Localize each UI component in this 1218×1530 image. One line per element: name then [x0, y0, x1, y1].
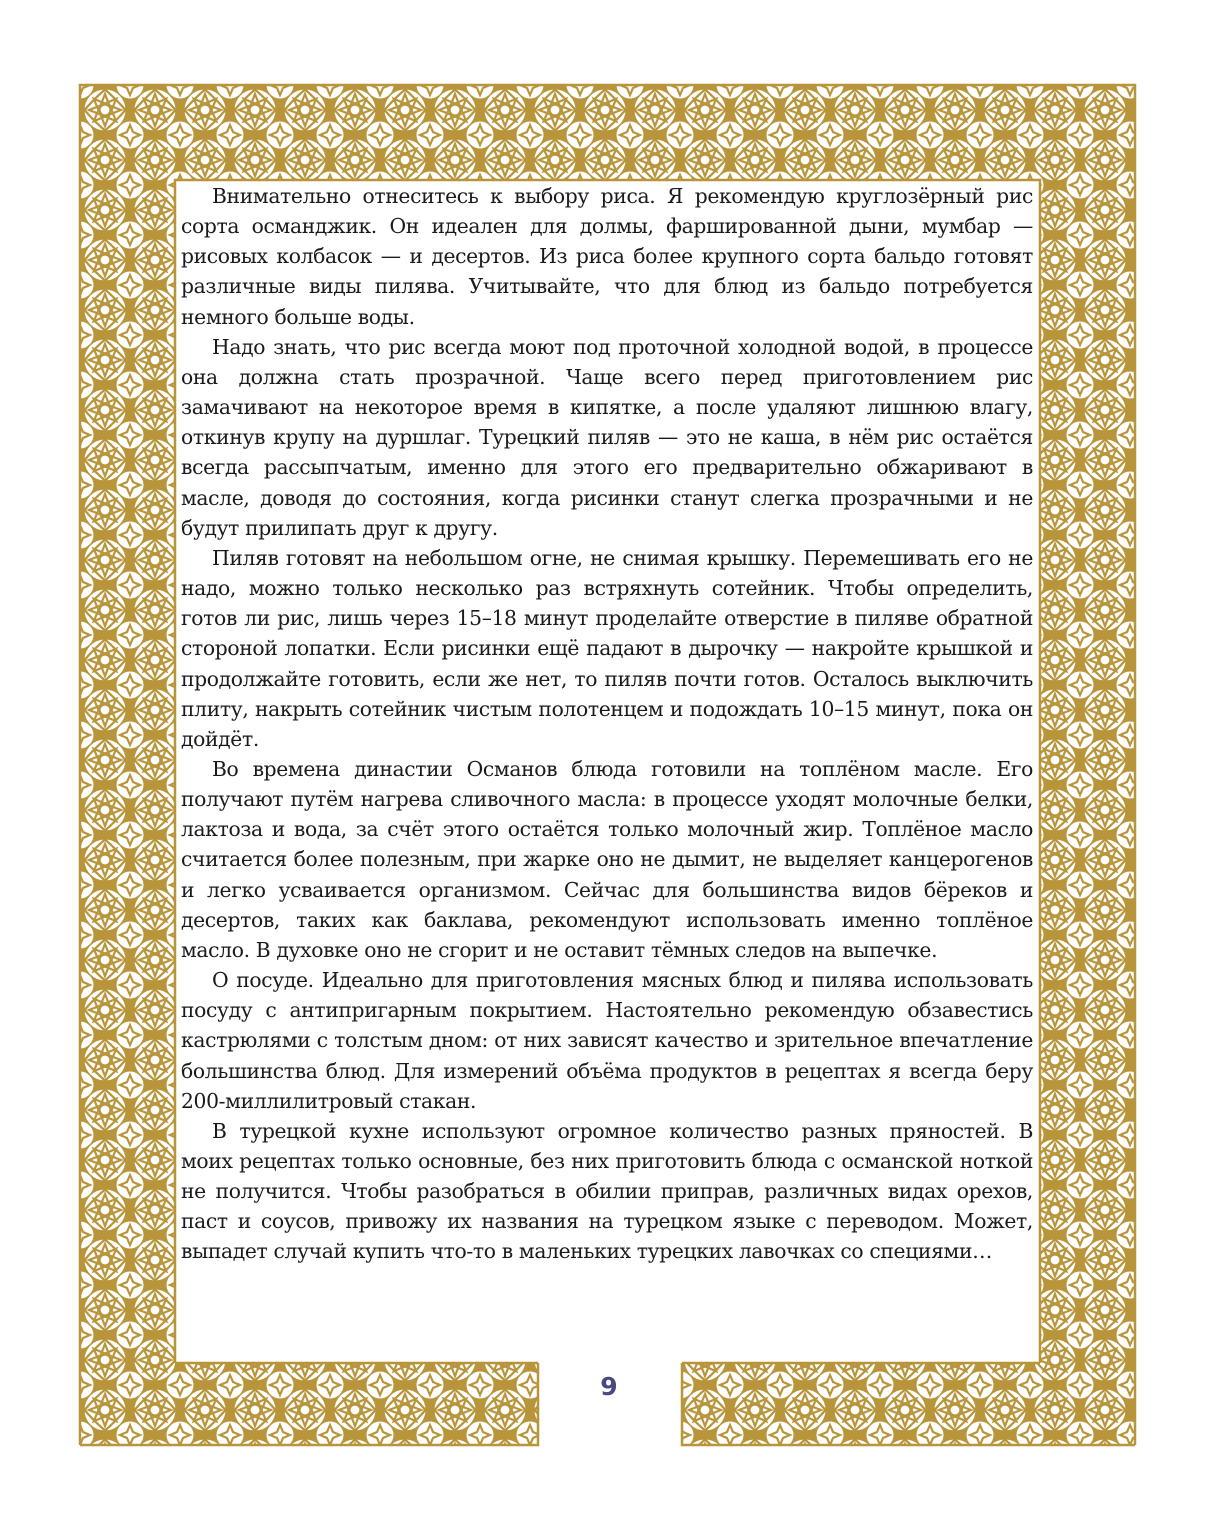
- paragraph-rice-choice: Внимательно отнеситесь к выбору риса. Я рекомендую круглозёрный рис сорта османджик. Он идеален для долмы, фаршированной дыни, мумбар — рисовых колбасок — и десертов. Из риса более крупного сорта бальдо готовят различные виды пилява. Учитывайте, что для блюд из бальдо потребуется немного больше воды.: [181, 184, 1033, 329]
- paragraph-spices: В турецкой кухне используют огромное количество разных пряностей. В моих рецептах только основные, без них приготовить блюда с османской ноткой не получится. Чтобы разобраться в обилии приправ, различных видах орехов, паст и соусов, привожу их названия на турецком языке с переводом. Может, выпадет случай купить что-то в маленьких турецких лавочках со специями…: [181, 1118, 1033, 1264]
- border-left: [80, 85, 175, 1365]
- border-bottom-left: [80, 1363, 538, 1445]
- paragraph-pilaf-cooking: Пиляв готовят на небольшом огне, не снимая крышку. Перемешивать его не надо, можно только несколько раз встряхнуть сотейник. Чтобы определить, готов ли рис, лишь через 15–18 минут проделайте отверстие в пиляве обратной стороной лопатки. Если рисинки ещё падают в дырочку — накройте крышкой и продолжайте готовить, если же нет, то пиляв почти готов. Осталось выключить плиту, накрыть сотейник чистым полотенцем и подождать 10–15 минут, пока он дойдёт.: [181, 545, 1033, 751]
- border-right: [1040, 85, 1135, 1365]
- page-number: 9: [600, 1372, 618, 1401]
- border-bottom-right: [682, 1363, 1135, 1445]
- border-top: [80, 85, 1135, 180]
- paragraph-ghee: Во времена династии Османов блюда готовили на топлёном масле. Его получают путём нагрева сливочного масла: в процессе уходят молочные белки, лактоза и вода, за счёт этого остаётся только молочный жир. Топлёное масло считается более полезным, при жарке оно не дымит, не выделяет канцерогенов и легко усваивается организмом. Сейчас для большинства видов бёреков и десертов, таких как баклава, рекомендуют использовать именно топлёное масло. В духовке оно не сгорит и не оставит тёмных следов на выпечке.: [181, 756, 1033, 962]
- paragraph-rice-washing: Надо знать, что рис всегда моют под проточной холодной водой, в процессе она должна стать прозрачной. Чаще всего перед приготовлением рис замачивают на некоторое время в кипятке, а после удаляют лишнюю влагу, откинув крупу на дуршлаг. Турецкий пиляв — это не каша, в нём рис остаётся всегда рассыпчатым, именно для этого его предварительно обжаривают в масле, доводя до состояния, когда рисинки станут слегка прозрачными и не будут прилипать друг к другу.: [181, 334, 1033, 540]
- body-text: [181, 181, 1033, 1267]
- paragraph-cookware: О посуде. Идеально для приготовления мясных блюд и пилява использовать посуду с антипригарным покрытием. Настоятельно рекомендую обзавестись кастрюлями с толстым дном: от них зависят качество и зрительное впечатление большинства блюд. Для измерений объёма продуктов в рецептах я всегда беру 200-миллилитровый стакан.: [181, 968, 1033, 1113]
